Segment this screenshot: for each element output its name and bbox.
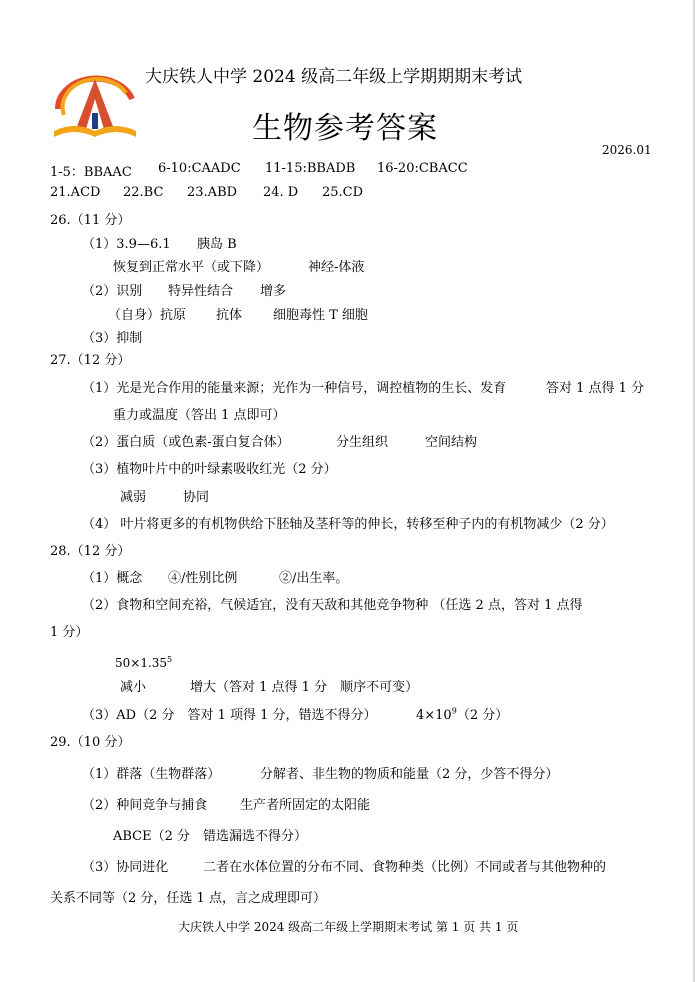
mc-answer: 23.ABD xyxy=(187,185,238,200)
page-footer: 大庆铁人中学 2024 级高二年级上学期期末考试 第 1 页 共 1 页 xyxy=(178,920,519,934)
answer-text: （自身）抗原 xyxy=(108,308,187,323)
school-logo xyxy=(50,69,140,141)
answer-text: 二者在水体位置的分布不同、食物种类（比例）不同或者与其他物种的 xyxy=(203,860,607,875)
answer-text: 1 分） xyxy=(50,625,89,640)
formula xyxy=(115,655,172,670)
answer-text: ④/性别比例 xyxy=(168,571,238,586)
answer-text: 空间结构 xyxy=(425,435,478,450)
answer-text: ②/出生率。 xyxy=(279,571,349,586)
formula-exponent: 9 xyxy=(451,706,457,716)
answer-text: （3）AD（2 分 答对 1 项得 1 分，错选不得分） xyxy=(82,708,377,723)
answer-text: （3）协同进化 xyxy=(82,860,169,875)
formula-exponent: 5 xyxy=(167,655,173,664)
answer-text: 协同 xyxy=(183,490,210,505)
mc-group: 11-15:BBADB xyxy=(265,161,356,176)
answer-text: 减小 xyxy=(120,680,147,695)
answer-text: （2）食物和空间充裕，气候适宜，没有天敌和其他竞争物种 （任选 2 点，答对 1 点得 xyxy=(82,598,583,613)
answer-text: 重力或温度（答出 1 点即可） xyxy=(113,408,286,423)
answer-text: 减弱 xyxy=(120,490,147,505)
mc-group: 1-5：BBAAC xyxy=(50,165,132,180)
answer-text: 特异性结合 xyxy=(168,284,234,299)
answer-text: （1）光是光合作用的能量来源；光作为一种信号，调控植物的生长、发育 xyxy=(82,381,507,396)
mc-answers-row-1 xyxy=(50,161,132,180)
question-heading: 27.（12 分） xyxy=(50,353,131,368)
school-exam-title: 大庆铁人中学 2024 级高二年级上学期期期末考试 xyxy=(145,67,523,87)
answer-text: （1）概念 xyxy=(82,571,143,586)
question-heading: 26.（11 分） xyxy=(50,213,131,228)
answer-text: 恢复到正常水平（或下降） xyxy=(113,260,270,275)
answer-text: （2）种间竞争与捕食 xyxy=(82,798,208,813)
answer-text: （3）抑制 xyxy=(82,331,143,346)
answer-text: 分解者、非生物的物质和能量（2 分，少答不得分） xyxy=(260,767,559,782)
document-title: 生物参考答案 xyxy=(252,111,438,146)
answer-text: 抗体 xyxy=(216,308,243,323)
question-heading: 28.（12 分） xyxy=(50,544,131,559)
mc-group: 6-10:CAADC xyxy=(158,161,241,176)
answer-text: （2）蛋白质（或色素-蛋白复合体） xyxy=(82,435,290,450)
answer-text: ABCE（2 分 错选漏选不得分） xyxy=(113,829,308,844)
answer-text: 胰岛 B xyxy=(197,237,237,252)
answer-text: （2）识别 xyxy=(82,284,143,299)
answer-text: （1）群落（生物群落） xyxy=(82,767,221,782)
answer-text: （3）植物叶片中的叶绿素吸收红光（2 分） xyxy=(82,462,337,477)
answer-text: 分生组织 xyxy=(336,435,389,450)
mc-answer: 22.BC xyxy=(123,185,164,200)
date-label: 2026.01 xyxy=(602,143,652,157)
formula-base: 50×1.35 xyxy=(115,656,168,670)
answer-text: （1）3.9—6.1 xyxy=(82,237,171,252)
formula xyxy=(416,704,508,723)
mc-answer: 24. D xyxy=(263,185,299,200)
answer-text: 关系不同等（2 分，任选 1 点，言之成理即可） xyxy=(50,891,326,906)
answer-text: 细胞毒性 T 细胞 xyxy=(273,308,368,323)
answer-text: 生产者所固定的太阳能 xyxy=(240,798,371,813)
mc-group: 16-20:CBACC xyxy=(377,161,468,176)
mc-answer: 25.CD xyxy=(322,185,364,200)
scoring-note: 答对 1 点得 1 分 xyxy=(546,381,645,396)
question-heading: 29.（10 分） xyxy=(50,735,131,750)
scoring-note: （2 分） xyxy=(456,708,509,723)
mc-answer: 21.ACD xyxy=(50,185,101,200)
answer-text: 增多 xyxy=(260,284,287,299)
formula-base: 4×10 xyxy=(416,708,452,723)
answer-text: 神经-体液 xyxy=(308,260,365,275)
answer-text: 增大（答对 1 点得 1 分 顺序不可变） xyxy=(190,680,419,695)
answer-text: （4） 叶片将更多的有机物供给下胚轴及茎秆等的伸长，转移至种子内的有机物减少（2 分） xyxy=(82,517,614,532)
